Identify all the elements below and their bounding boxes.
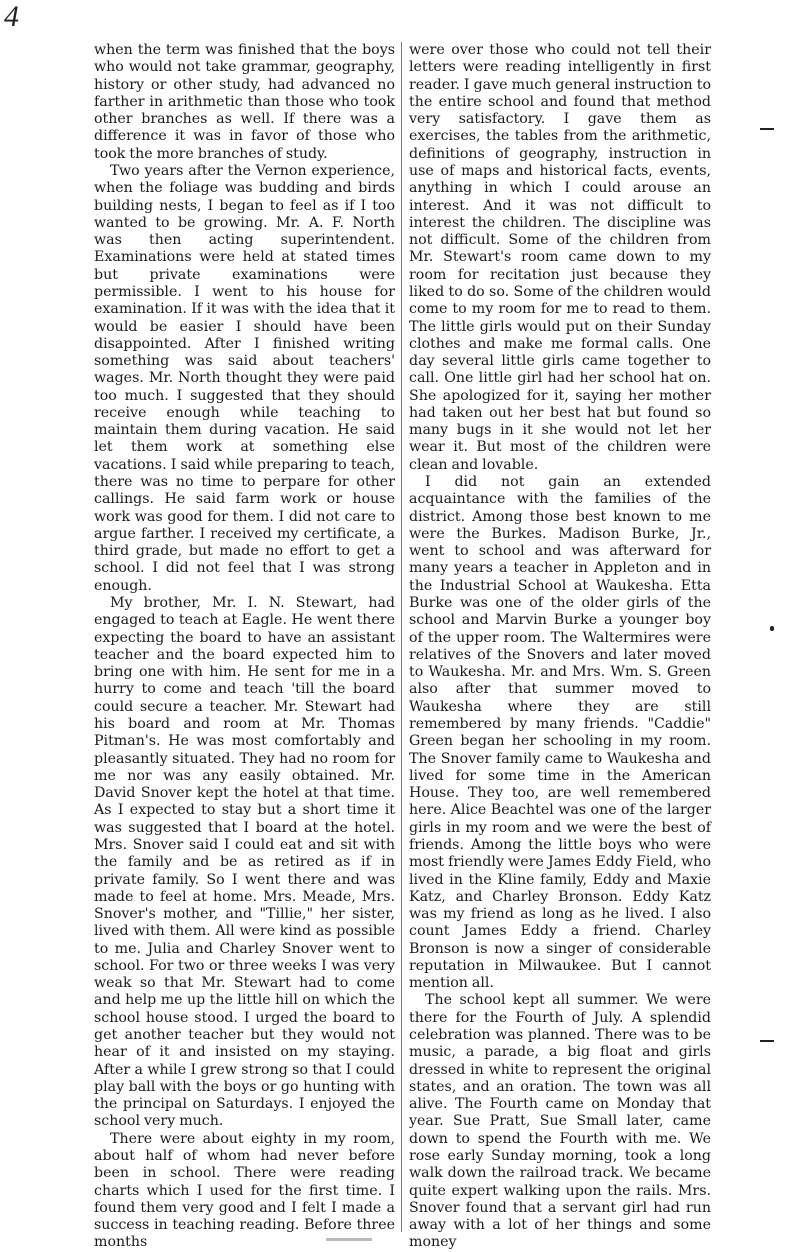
bottom-smudge [326,1238,372,1241]
right-paragraph-1: were over those who could not tell their letters were reading intelligently in first reader. I gave much general instruction to the entire school and found that method very satisfactory. I gave them as exercises, the tables from the arithmetic, definitions of geography, instruction in use of maps and historical facts, events, anything in which I could arouse an interest. And it was not difficult to interest the children. The discipline was not difficult. Some of the children from Mr. Stewart's room came down to my room for recitation just because they liked to do so. Some of the children would come to my room for me to read to them. The little girls would put on their Sunday clothes and make me formal calls. One day several little girls came together to call. One little girl had her school hat on. She apologized for it, saying her mother had taken out her best hat but found so many bugs in it she would not let her wear it. But most of the children were clean and lovable. [409,42,711,473]
margin-dot-mark [770,626,774,631]
margin-dash-mark [760,128,774,130]
left-paragraph-4: There were about eighty in my room, about half of whom had never before been in school. There were reading charts which I used for the first time. I found them very good and I felt I made a success in teaching reading. Before three months [94,1130,395,1251]
left-paragraph-2: Two years after the Vernon experience, when the foliage was budding and birds building nests, I began to feel as if I too wanted to be growing. Mr. A. F. North was then acting superintendent. Examinations were held at stated times but private examinations were permissible. I went to his house for examination. If it was with the idea that it would be easier I should have been disappointed. After I finished writing something was said about teachers' wages. Mr. North thought they were paid too much. I suggested that they should receive enough while teaching to maintain them during vacation. He said let them work at something else vacations. I said while preparing to teach, there was no time to perpare for other callings. He said farm work or house work was good for them. I did not care to argue farther. I received my certificate, a third grade, but made no effort to get a school. I did not feel that I was strong enough. [94,162,395,594]
page-number: 4 [4,0,19,33]
right-paragraph-2: I did not gain an extended acquaintance with the families of the district. Among those best known to me were the Burkes. Madison Burke, Jr., went to school and was afterward for many years a teacher in Appleton and in the Industrial School at Waukesha. Etta Burke was one of the older girls of the school and Marvin Burke a younger boy of the upper room. The Waltermires were relatives of the Snovers and later moved to Waukesha. Mr. and Mrs. Wm. S. Green also after that summer moved to Waukesha where they are still remembered by many friends. "Caddie" Green began her schooling in my room. The Snover family came to Waukesha and lived for some time in the American House. They too, are well remembered here. Alice Beachtel was one of the larger girls in my room and we were the best of friends. Among the little boys who were most friendly were James Eddy Field, who lived in the Kline family, Eddy and Maxie Katz, and Charley Bronson. Eddy Katz was my friend as long as he lived. I also count James Eddy a friend. Charley Bronson is now a singer of considerable reputation in Milwaukee. But I cannot mention all. [409,474,711,992]
left-column [94,42,402,1251]
right-paragraph-3: The school kept all summer. We were there for the Fourth of July. A splendid celebration was planned. There was to be music, a parade, a big float and girls dressed in white to represent the original states, and an oration. The town was all alive. The Fourth came on Monday that year. Sue Pratt, Sue Small later, came down to spend the Fourth with me. We rose early Sunday morning, took a long walk down the railroad track. We became quite expert walking upon the rails. Mrs. Snover found that a servant girl had run away with a lot of her things and some money [409,992,711,1251]
margin-dash-mark-lower [760,1040,774,1042]
right-column [405,42,711,1251]
left-paragraph-3: My brother, Mr. I. N. Stewart, had engaged to teach at Eagle. He went there expecting the board to have an assistant teacher and the board expected him to bring one with him. He sent for me in a hurry to come and teach 'till the board could secure a teacher. Mr. Stewart had his board and room at Mr. Thomas Pitman's. He was most comfortably and pleasantly situated. They had no room for me nor was any easily obtained. Mr. David Snover kept the hotel at that time. As I expected to stay but a short time it was suggested that I board at the hotel. Mrs. Snover said I could eat and sit with the family and be as retired as if in private family. So I went there and was made to feel at home. Mrs. Meade, Mrs. Snover's mother, and "Tillie," her sister, lived with them. All were kind as possible to me. Julia and Charley Snover went to school. For two or three weeks I was very weak so that Mr. Stewart had to come and help me up the little hill on which the school house stood. I urged the board to get another teacher but they would not hear of it and insisted on my staying. After a while I grew strong so that I could play ball with the boys or go hunting with the principal on Saturdays. I enjoyed the school very much. [94,595,395,1130]
left-paragraph-1: when the term was finished that the boys who would not take grammar, geography, history or other study, had advanced no farther in arithmetic than those who took other branches as well. If there was a difference it was in favor of those who took the more branches of study. [94,42,395,162]
